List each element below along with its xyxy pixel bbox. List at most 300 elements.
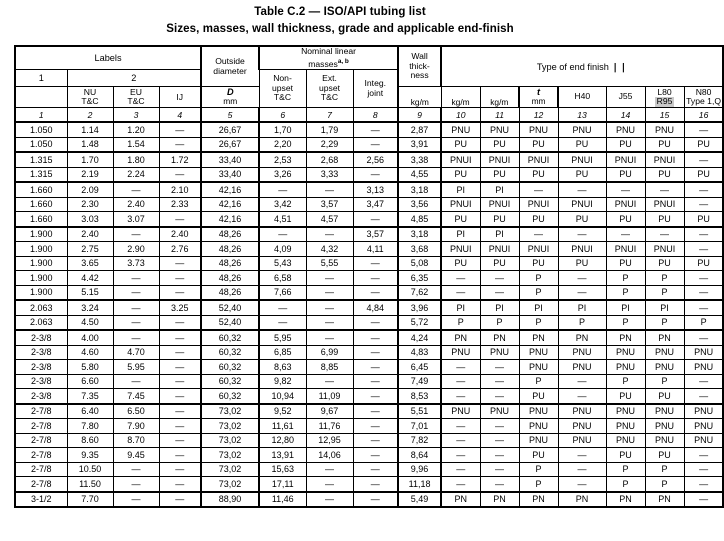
cell-c9: 3,56 — [398, 197, 441, 212]
cell-c11: — — [480, 448, 519, 463]
cell-c14: P — [606, 315, 645, 330]
header-outside-diameter-line2: diameter — [213, 65, 247, 76]
cell-c10: — — [441, 360, 480, 375]
header-grade-n80-line2: Type 1,Q — [686, 96, 722, 106]
cell-c16: PNU — [684, 433, 723, 448]
header-eu-line2: T&C — [127, 96, 145, 106]
cell-c13: PNUI — [558, 242, 606, 257]
cell-c3: 7.90 — [113, 419, 159, 434]
cell-c4: — — [159, 285, 201, 300]
header-eu-line1: EU — [130, 86, 142, 97]
header-ext-upset-unit-text: kg/m — [451, 96, 470, 107]
cell-c2: 2.09 — [67, 182, 113, 197]
cell-c16: — — [684, 152, 723, 167]
cell-c13: PU — [558, 256, 606, 271]
cell-c2: 2.75 — [67, 242, 113, 257]
cell-c7: 1,79 — [306, 122, 353, 137]
cell-c10: — — [441, 374, 480, 389]
cell-c1: 1.900 — [15, 227, 67, 242]
cell-c8: — — [353, 137, 398, 152]
cell-c6: 6,85 — [259, 345, 306, 360]
cell-c12: PN — [519, 330, 558, 345]
cell-c16: PU — [684, 137, 723, 152]
cell-c6: — — [259, 300, 306, 315]
cell-c11: — — [480, 419, 519, 434]
cell-c3: — — [113, 330, 159, 345]
column-number-5: 5 — [201, 108, 259, 123]
cell-c6: 3,42 — [259, 197, 306, 212]
cell-c7: — — [306, 462, 353, 477]
cell-c5: 48,26 — [201, 227, 259, 242]
header-integ-joint-line2: joint — [367, 87, 384, 98]
cell-c14: PNU — [606, 122, 645, 137]
cell-c12: PNU — [519, 345, 558, 360]
cell-c3: 2.24 — [113, 167, 159, 182]
cell-c15: PNUI — [645, 242, 684, 257]
cell-c6: 7,66 — [259, 285, 306, 300]
cell-c5: 60,32 — [201, 345, 259, 360]
cell-c6: — — [259, 315, 306, 330]
header-non-upset-unit-text: kg/m — [410, 96, 429, 107]
cell-c10: PI — [441, 227, 480, 242]
cell-c4: — — [159, 492, 201, 508]
cell-c4: — — [159, 448, 201, 463]
cell-c4: 3.25 — [159, 300, 201, 315]
header-wall-thickness-line2: thick- — [409, 60, 430, 71]
cell-c6: 6,58 — [259, 271, 306, 286]
cell-c2: 7.35 — [67, 389, 113, 404]
cell-c13: PNU — [558, 345, 606, 360]
cell-c12: PU — [519, 167, 558, 182]
table-row — [15, 389, 723, 404]
column-number-6: 6 — [259, 108, 306, 123]
cell-c3: — — [113, 492, 159, 508]
table-row — [15, 345, 723, 360]
cell-c6: 5,43 — [259, 256, 306, 271]
cell-c8: — — [353, 256, 398, 271]
header-labels: Labels — [15, 46, 201, 70]
cell-c11: — — [480, 477, 519, 492]
cell-c16: — — [684, 462, 723, 477]
cell-c2: 2.30 — [67, 197, 113, 212]
cell-c12: PNU — [519, 122, 558, 137]
cell-c2: 5.15 — [67, 285, 113, 300]
cell-c1: 1.050 — [15, 122, 67, 137]
cell-c9: 7,62 — [398, 285, 441, 300]
cell-c15: — — [645, 227, 684, 242]
cell-c9: 8,64 — [398, 448, 441, 463]
cell-c1: 2-3/8 — [15, 374, 67, 389]
header-nominal-masses-text: masses — [308, 58, 338, 69]
cell-c15: PNU — [645, 345, 684, 360]
cell-c7: 9,67 — [306, 404, 353, 419]
cell-c9: 5,08 — [398, 256, 441, 271]
cell-c14: PNU — [606, 404, 645, 419]
table-row — [15, 462, 723, 477]
cell-c5: 73,02 — [201, 433, 259, 448]
header-non-upset-line2: upset — [272, 82, 294, 93]
cell-c6: 4,09 — [259, 242, 306, 257]
cell-c13: PNUI — [558, 152, 606, 167]
cell-c4: — — [159, 374, 201, 389]
cell-c14: PNUI — [606, 242, 645, 257]
cell-c7: — — [306, 300, 353, 315]
cell-c9: 3,68 — [398, 242, 441, 257]
header-ext-upset-line3: T&C — [320, 92, 339, 103]
header-grade-r95-line2 — [646, 97, 684, 107]
cell-c3: 5.95 — [113, 360, 159, 375]
cell-c4: 2.33 — [159, 197, 201, 212]
cell-c9: 5,51 — [398, 404, 441, 419]
header-nominal-masses-line2 — [260, 57, 397, 69]
cell-c8: — — [353, 419, 398, 434]
table-row — [15, 182, 723, 197]
cell-c9: 4,85 — [398, 212, 441, 227]
header-nominal-masses-footnote: a, b — [337, 57, 349, 65]
cell-c13: PNU — [558, 404, 606, 419]
cell-c13: — — [558, 462, 606, 477]
header-outside-diameter — [201, 46, 259, 87]
cell-c5: 73,02 — [201, 477, 259, 492]
cell-c3: 2.40 — [113, 197, 159, 212]
cell-c15: PU — [645, 167, 684, 182]
cell-c12: PNUI — [519, 152, 558, 167]
cell-c3: 1.80 — [113, 152, 159, 167]
cell-c16: — — [684, 271, 723, 286]
cell-c10: PNU — [441, 404, 480, 419]
cell-c12: PNU — [519, 419, 558, 434]
cell-c15: — — [645, 182, 684, 197]
cell-c4: — — [159, 330, 201, 345]
cell-c1: 2.063 — [15, 300, 67, 315]
cell-c4: 2.40 — [159, 227, 201, 242]
cell-c14: PU — [606, 448, 645, 463]
cell-c10: PU — [441, 256, 480, 271]
cell-c8: — — [353, 167, 398, 182]
cell-c16: — — [684, 197, 723, 212]
cell-c8: — — [353, 285, 398, 300]
header-labels-1: 1 — [15, 70, 67, 87]
cell-c14: PNU — [606, 360, 645, 375]
cell-c14: — — [606, 227, 645, 242]
cell-c8: — — [353, 448, 398, 463]
cell-c13: PN — [558, 492, 606, 508]
cell-c16: PU — [684, 256, 723, 271]
cell-c3: 9.45 — [113, 448, 159, 463]
cell-c1: 1.050 — [15, 137, 67, 152]
cell-c3: — — [113, 315, 159, 330]
cell-c6: 8,63 — [259, 360, 306, 375]
cell-c15: PNU — [645, 419, 684, 434]
cell-c11: PN — [480, 330, 519, 345]
column-number-16: 16 — [684, 108, 723, 123]
cell-c1: 2-7/8 — [15, 404, 67, 419]
cell-c7: — — [306, 285, 353, 300]
cell-c4: — — [159, 462, 201, 477]
header-grade-l80-r95 — [645, 87, 684, 108]
cell-c5: 73,02 — [201, 462, 259, 477]
header-labels-2: 2 — [67, 70, 201, 87]
cell-c3: — — [113, 227, 159, 242]
header-nu-line1: NU — [83, 86, 97, 97]
table-row — [15, 137, 723, 152]
cell-c3: — — [113, 285, 159, 300]
cell-c7: — — [306, 477, 353, 492]
table-row — [15, 419, 723, 434]
cell-c16: PU — [684, 167, 723, 182]
cell-c7: — — [306, 315, 353, 330]
cell-c7: 12,95 — [306, 433, 353, 448]
cell-c11: PI — [480, 300, 519, 315]
cell-c1: 2-7/8 — [15, 462, 67, 477]
table-row — [15, 227, 723, 242]
cell-c13: PU — [558, 167, 606, 182]
cell-c2: 4.50 — [67, 315, 113, 330]
cell-c10: PNUI — [441, 242, 480, 257]
header-grade-j55-line1: J55 — [618, 91, 633, 102]
header-nu-line2: T&C — [81, 96, 99, 106]
cell-c15: PNUI — [645, 152, 684, 167]
cell-c14: PNUI — [606, 152, 645, 167]
column-number-1: 1 — [15, 108, 67, 123]
cell-c13: P — [558, 315, 606, 330]
header-wall-unit: mm — [531, 96, 546, 106]
cell-c13: PU — [558, 137, 606, 152]
header-end-finish-text: Type of end finish — [536, 61, 609, 72]
header-non-upset-line1: Non- — [273, 73, 292, 84]
cell-c9: 3,18 — [398, 182, 441, 197]
cell-c4: — — [159, 433, 201, 448]
column-number-11: 11 — [480, 108, 519, 123]
header-non-upset-tc — [259, 70, 306, 108]
cell-c6: 10,94 — [259, 389, 306, 404]
cell-c11: — — [480, 360, 519, 375]
cell-c13: PI — [558, 300, 606, 315]
cell-c3: — — [113, 462, 159, 477]
cell-c2: 3.03 — [67, 212, 113, 227]
cell-c10: — — [441, 433, 480, 448]
cell-c1: 1.900 — [15, 256, 67, 271]
header-nu-tc — [67, 87, 113, 108]
table-row — [15, 404, 723, 419]
header-outside-diameter-units — [201, 87, 259, 108]
title-block — [0, 0, 680, 37]
cell-c12: PU — [519, 389, 558, 404]
cell-c13: — — [558, 389, 606, 404]
table-row — [15, 360, 723, 375]
header-wall-symbol: t — [537, 86, 541, 97]
cell-c7: 2,29 — [306, 137, 353, 152]
cell-c16: PNU — [684, 345, 723, 360]
cell-c7: 11,09 — [306, 389, 353, 404]
cell-c1: 1.900 — [15, 271, 67, 286]
table-row — [15, 300, 723, 315]
column-number-9: 9 — [398, 108, 441, 123]
cell-c4: — — [159, 477, 201, 492]
cell-c7: 3,57 — [306, 197, 353, 212]
cell-c3: — — [113, 374, 159, 389]
cell-c2: 3.24 — [67, 300, 113, 315]
column-number-12: 12 — [519, 108, 558, 123]
cell-c11: — — [480, 271, 519, 286]
cell-c16: — — [684, 182, 723, 197]
cell-c10: PNUI — [441, 197, 480, 212]
cell-c3: 2.90 — [113, 242, 159, 257]
cell-c11: PI — [480, 227, 519, 242]
cell-c1: 3-1/2 — [15, 492, 67, 508]
cell-c5: 42,16 — [201, 212, 259, 227]
cell-c12: PU — [519, 256, 558, 271]
cell-c15: PNU — [645, 360, 684, 375]
header-integ-joint — [353, 70, 398, 108]
cell-c4: — — [159, 271, 201, 286]
cell-c11: PU — [480, 256, 519, 271]
cell-c4: — — [159, 315, 201, 330]
cell-c4: — — [159, 212, 201, 227]
column-number-8: 8 — [353, 108, 398, 123]
cell-c8: — — [353, 389, 398, 404]
cell-c10: — — [441, 389, 480, 404]
cell-c9: 4,55 — [398, 167, 441, 182]
cell-c5: 60,32 — [201, 374, 259, 389]
cell-c8: — — [353, 360, 398, 375]
header-ext-upset-unit — [441, 87, 480, 108]
column-number-3: 3 — [113, 108, 159, 123]
cell-c8: — — [353, 492, 398, 508]
cell-c15: P — [645, 271, 684, 286]
table-row — [15, 433, 723, 448]
cell-c7: 5,55 — [306, 256, 353, 271]
cell-c13: — — [558, 182, 606, 197]
cell-c15: P — [645, 285, 684, 300]
cell-c13: PNU — [558, 433, 606, 448]
table-body — [15, 122, 723, 507]
cell-c9: 7,82 — [398, 433, 441, 448]
cell-c9: 11,18 — [398, 477, 441, 492]
cell-c12: PNUI — [519, 197, 558, 212]
cell-c3: — — [113, 271, 159, 286]
cell-c5: 88,90 — [201, 492, 259, 508]
cell-c8: 2,56 — [353, 152, 398, 167]
cell-c16: — — [684, 330, 723, 345]
header-ext-upset-line2: upset — [319, 82, 341, 93]
cell-c4: — — [159, 122, 201, 137]
cell-c15: PN — [645, 330, 684, 345]
cell-c1: 1.900 — [15, 285, 67, 300]
cell-c11: PI — [480, 182, 519, 197]
table-row — [15, 256, 723, 271]
cell-c3: 7.45 — [113, 389, 159, 404]
cell-c1: 1.315 — [15, 167, 67, 182]
header-integ-joint-line1: Integ. — [364, 78, 387, 88]
cell-c13: — — [558, 477, 606, 492]
cell-c8: — — [353, 374, 398, 389]
table-row — [15, 330, 723, 345]
cell-c15: PNU — [645, 122, 684, 137]
cell-c12: PU — [519, 137, 558, 152]
cell-c6: — — [259, 182, 306, 197]
header-nominal-linear-masses — [259, 46, 398, 70]
cell-c13: — — [558, 374, 606, 389]
cell-c2: 11.50 — [67, 477, 113, 492]
cell-c12: PU — [519, 212, 558, 227]
header-grade-n80 — [684, 87, 723, 108]
cell-c9: 6,35 — [398, 271, 441, 286]
cell-c2: 8.60 — [67, 433, 113, 448]
cell-c16: — — [684, 389, 723, 404]
cell-c7: — — [306, 271, 353, 286]
cell-c2: 3.65 — [67, 256, 113, 271]
cell-c16: — — [684, 477, 723, 492]
cell-c12: — — [519, 182, 558, 197]
cell-c12: — — [519, 227, 558, 242]
cell-c10: — — [441, 285, 480, 300]
cell-c6: 12,80 — [259, 433, 306, 448]
header-ij: IJ — [159, 87, 201, 108]
cell-c16: PNU — [684, 404, 723, 419]
cell-c3: 1.54 — [113, 137, 159, 152]
cell-c1: 2-7/8 — [15, 448, 67, 463]
cell-c8: — — [353, 477, 398, 492]
cell-c15: P — [645, 477, 684, 492]
cell-c7: 8,85 — [306, 360, 353, 375]
cell-c9: 7,01 — [398, 419, 441, 434]
cell-c16: — — [684, 374, 723, 389]
cell-c6: 2,53 — [259, 152, 306, 167]
header-outside-diameter-line1: Outside — [215, 56, 245, 66]
header-wall-thickness — [398, 46, 441, 87]
table-row — [15, 212, 723, 227]
cell-c1: 1.660 — [15, 212, 67, 227]
cell-c3: 4.70 — [113, 345, 159, 360]
header-eu-tc — [113, 87, 159, 108]
cell-c9: 3,91 — [398, 137, 441, 152]
cell-c14: PU — [606, 137, 645, 152]
cell-c1: 2-7/8 — [15, 433, 67, 448]
cell-c8: — — [353, 433, 398, 448]
cell-c11: PN — [480, 492, 519, 508]
cell-c11: PU — [480, 137, 519, 152]
table-row — [15, 315, 723, 330]
cell-c15: PU — [645, 448, 684, 463]
cell-c10: — — [441, 271, 480, 286]
header-labels-1-blank — [15, 87, 67, 108]
cell-c1: 1.900 — [15, 242, 67, 257]
cell-c13: — — [558, 448, 606, 463]
cell-c5: 60,32 — [201, 389, 259, 404]
cell-c7: 3,33 — [306, 167, 353, 182]
cell-c2: 7.80 — [67, 419, 113, 434]
cell-c3: 3.73 — [113, 256, 159, 271]
cell-c13: PNU — [558, 360, 606, 375]
cell-c16: — — [684, 448, 723, 463]
cell-c9: 8,53 — [398, 389, 441, 404]
cell-c4: — — [159, 404, 201, 419]
cell-c10: — — [441, 448, 480, 463]
cell-c9: 3,96 — [398, 300, 441, 315]
cell-c15: PNU — [645, 404, 684, 419]
cell-c4: — — [159, 419, 201, 434]
column-number-7: 7 — [306, 108, 353, 123]
cell-c8: — — [353, 315, 398, 330]
cell-c6: 17,11 — [259, 477, 306, 492]
cell-c2: 4.42 — [67, 271, 113, 286]
column-number-15: 15 — [645, 108, 684, 123]
cell-c4: — — [159, 167, 201, 182]
cell-c11: PU — [480, 212, 519, 227]
cell-c5: 33,40 — [201, 167, 259, 182]
header-non-upset-unit — [398, 87, 441, 108]
